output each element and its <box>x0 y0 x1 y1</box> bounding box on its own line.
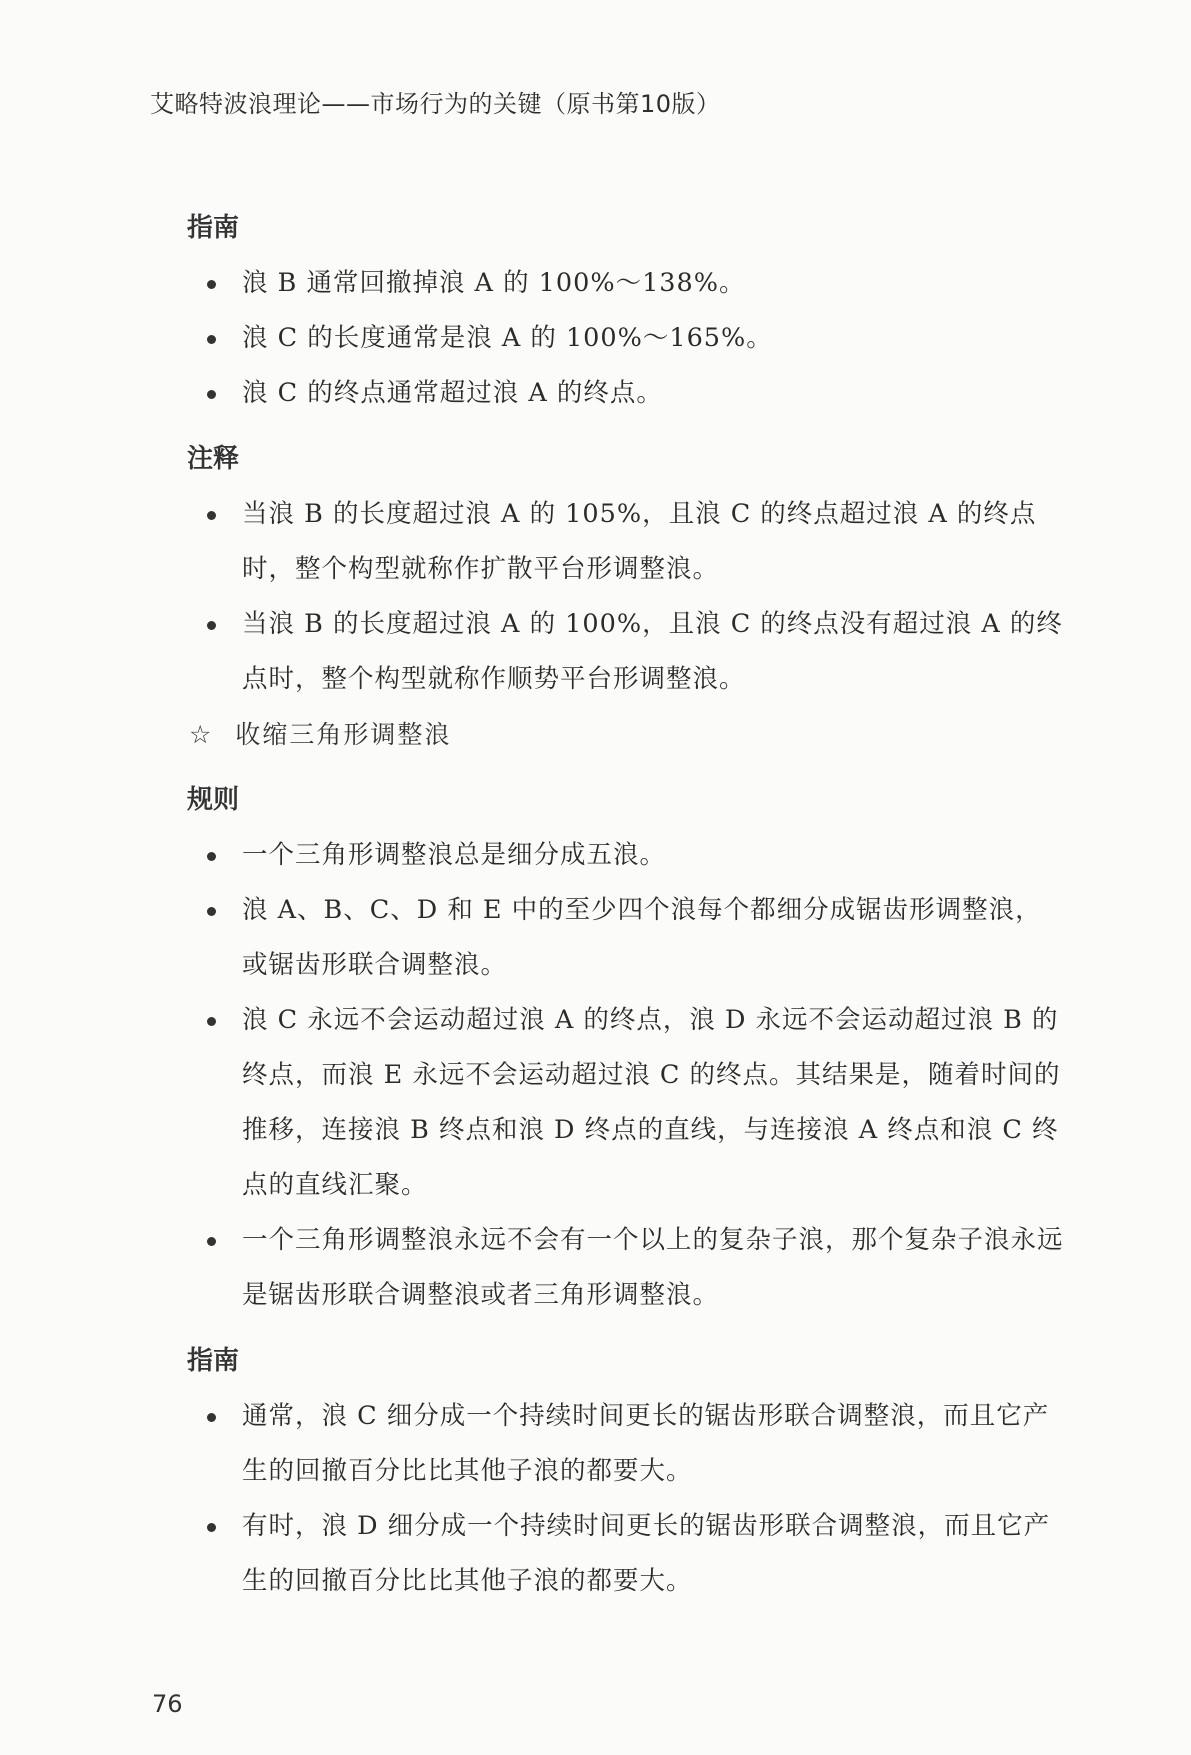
guidelines-list-2 <box>207 1389 1067 1609</box>
bullet-icon <box>207 1523 216 1532</box>
rules-list <box>207 828 1067 1323</box>
list-item: 通常，浪 C 细分成一个持续时间更长的锯齿形联合调整浪，而且它产生的回撤百分比比其他子浪的都要大。 <box>207 1389 1067 1499</box>
bullet-icon <box>207 511 216 520</box>
list-item: 浪 C 的终点通常超过浪 A 的终点。 <box>207 366 1067 421</box>
bullet-icon <box>207 907 216 916</box>
list-item: 浪 C 永远不会运动超过浪 A 的终点，浪 D 永远不会运动超过浪 B 的终点，而浪 E 永远不会运动超过浪 C 的终点。其结果是，随着时间的推移，连接浪 B 终点和浪 D 终点的直线，与连接浪 A 终点和浪 C 终点的直线汇聚。 <box>207 993 1067 1213</box>
guidelines-list <box>207 256 1067 421</box>
section-heading-guidelines-2: 指南 <box>187 1346 240 1376</box>
list-item: 浪 A、B、C、D 和 E 中的至少四个浪每个都细分成锯齿形调整浪，或锯齿形联合调整浪。 <box>207 883 1067 993</box>
section-heading-guidelines: 指南 <box>187 213 240 243</box>
section-heading-rules: 规则 <box>187 785 240 815</box>
list-item: 当浪 B 的长度超过浪 A 的 105%，且浪 C 的终点超过浪 A 的终点时，整个构型就称作扩散平台形调整浪。 <box>207 487 1067 597</box>
bullet-icon <box>207 1017 216 1026</box>
bullet-icon <box>207 335 216 344</box>
list-item: 一个三角形调整浪总是细分成五浪。 <box>207 828 1067 883</box>
bullet-icon <box>207 852 216 861</box>
page-content <box>187 208 1067 1609</box>
list-item: 浪 C 的长度通常是浪 A 的 100%～165%。 <box>207 311 1067 366</box>
running-head: 艾略特波浪理论——市场行为的关键（原书第10版） <box>150 90 721 118</box>
section-heading-notes: 注释 <box>187 444 240 474</box>
bullet-icon <box>207 1237 216 1246</box>
star-icon: ☆ <box>189 720 214 749</box>
bullet-icon <box>207 1413 216 1422</box>
list-item: 浪 B 通常回撤掉浪 A 的 100%～138%。 <box>207 256 1067 311</box>
bullet-icon <box>207 390 216 399</box>
list-item: 有时，浪 D 细分成一个持续时间更长的锯齿形联合调整浪，而且它产生的回撤百分比比其他子浪的都要大。 <box>207 1499 1067 1609</box>
notes-list <box>207 487 1067 707</box>
bullet-icon <box>207 280 216 289</box>
list-item: 一个三角形调整浪永远不会有一个以上的复杂子浪，那个复杂子浪永远是锯齿形联合调整浪或者三角形调整浪。 <box>207 1213 1067 1323</box>
page-number: 76 <box>152 1690 183 1718</box>
bullet-icon <box>207 621 216 630</box>
list-item: 当浪 B 的长度超过浪 A 的 100%，且浪 C 的终点没有超过浪 A 的终点时，整个构型就称作顺势平台形调整浪。 <box>207 597 1067 707</box>
subsection-title: ☆ 收缩三角形调整浪 <box>189 720 452 749</box>
